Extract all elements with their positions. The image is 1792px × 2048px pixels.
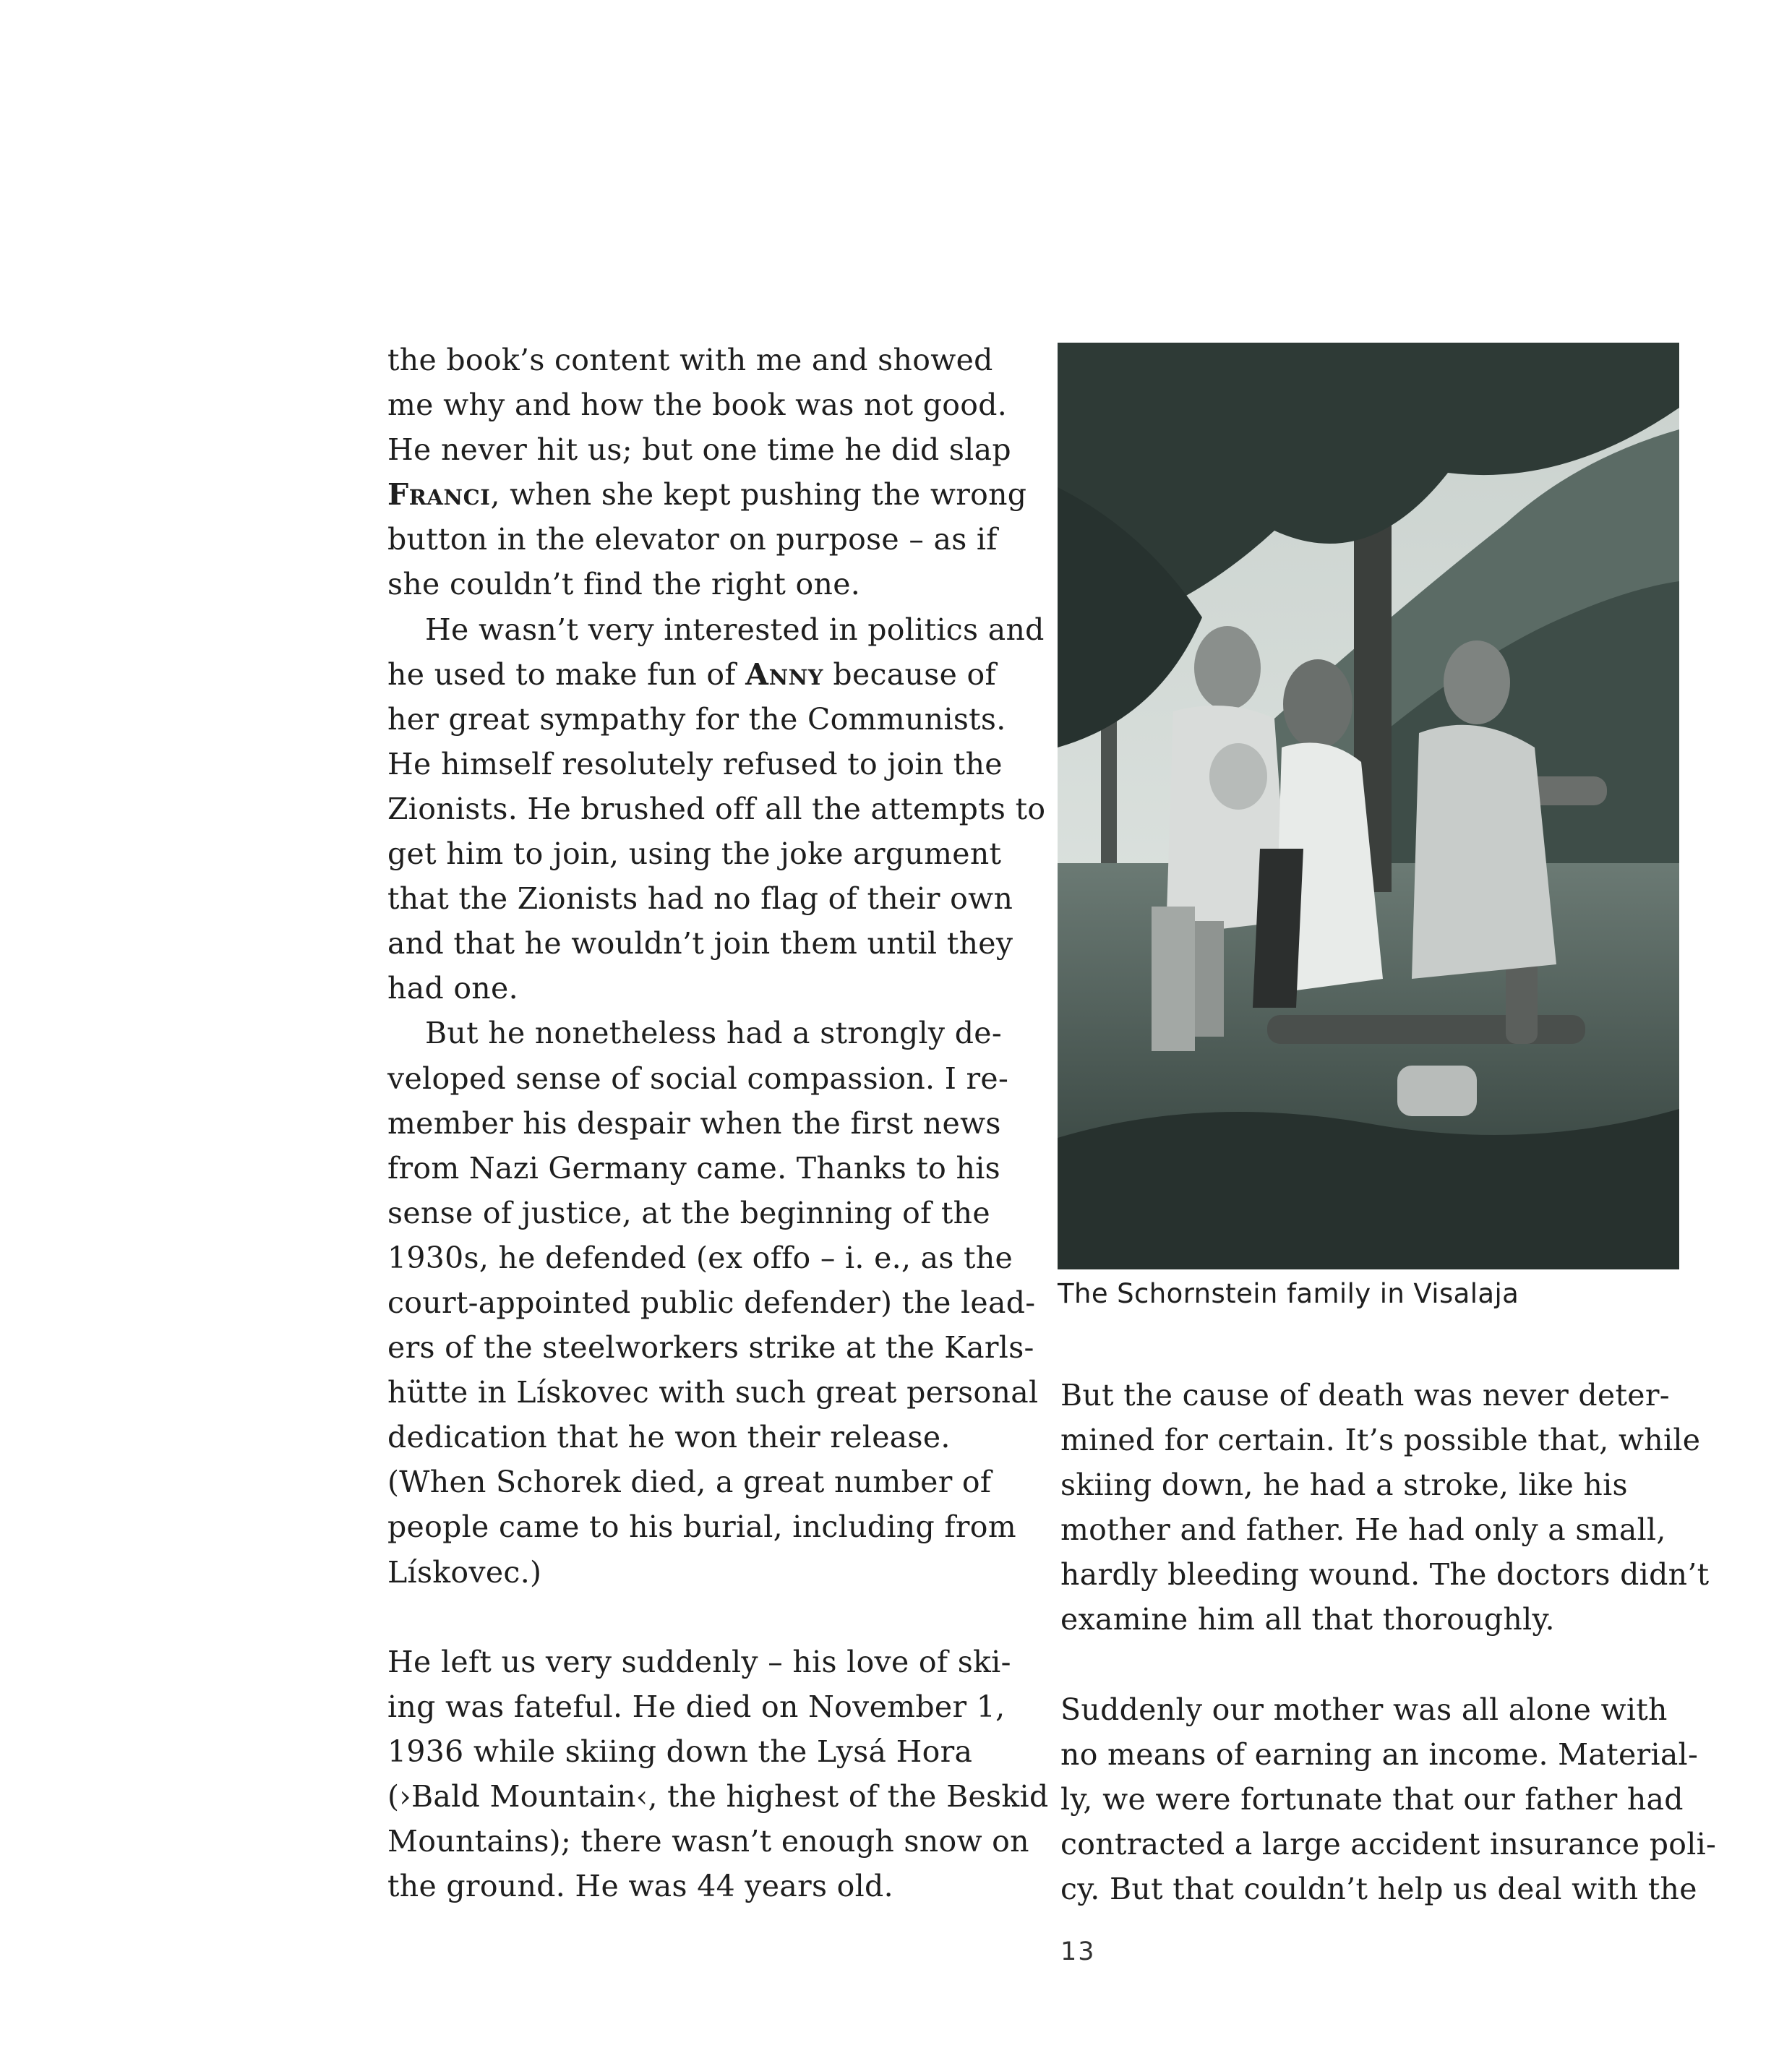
text-line: button in the elevator on purpose – as if bbox=[387, 522, 998, 557]
text-line: me why and how the book was not good. bbox=[387, 387, 1008, 423]
man-head bbox=[1194, 626, 1261, 710]
right-text-column bbox=[1060, 1373, 1717, 1911]
text-line: (When Schorek died, a great number of bbox=[387, 1465, 992, 1500]
family-photo-graphic bbox=[1058, 343, 1679, 1269]
text-line: from Nazi Germany came. Thanks to his bbox=[387, 1150, 1000, 1186]
paragraph bbox=[387, 1640, 1049, 1909]
text-line bbox=[387, 472, 1027, 517]
grass-foreground bbox=[1058, 1109, 1679, 1269]
text-line: Suddenly our mother was all alone with bbox=[1060, 1692, 1668, 1727]
photo-caption: The Schornstein family in Visalaja bbox=[1058, 1278, 1519, 1309]
text-line: He never hit us; but one time he did slap bbox=[387, 432, 1011, 468]
woman-dress bbox=[1412, 725, 1556, 979]
text-fragment: , when she kept pushing the wrong bbox=[490, 477, 1027, 513]
text-line: examine him all that thoroughly. bbox=[1060, 1602, 1555, 1637]
man-legs bbox=[1152, 907, 1195, 1051]
text-line: cy. But that couldn’t help us deal with the bbox=[1060, 1872, 1697, 1907]
text-line: court-appointed public defender) the lead- bbox=[387, 1285, 1036, 1320]
text-line: 1936 while skiing down the Lysá Hora bbox=[387, 1734, 973, 1769]
paragraph-gap bbox=[1060, 1642, 1697, 1687]
text-line: ing was fateful. He died on November 1, bbox=[387, 1689, 1006, 1724]
text-line: mined for certain. It’s possible that, while bbox=[1060, 1423, 1701, 1458]
family-photo bbox=[1058, 343, 1679, 1269]
text-line: mother and father. He had only a small, bbox=[1060, 1512, 1666, 1548]
woman-head bbox=[1444, 640, 1510, 724]
text-fragment: because of bbox=[823, 656, 996, 692]
text-line: contracted a large accident insurance poli- bbox=[1060, 1826, 1717, 1861]
text-line: the book’s content with me and showed bbox=[387, 343, 993, 377]
text-line: But he nonetheless had a strongly de- bbox=[425, 1016, 1002, 1051]
text-line: He left us very suddenly – his love of ski- bbox=[387, 1644, 1011, 1679]
text-line bbox=[387, 652, 1024, 697]
text-line: dedication that he won their release. bbox=[387, 1420, 951, 1455]
text-line: ers of the steelworkers strike at the Karls- bbox=[387, 1330, 1034, 1366]
text-line: no means of earning an income. Material- bbox=[1060, 1736, 1699, 1772]
text-line: the ground. He was 44 years old. bbox=[387, 1869, 893, 1904]
name-anny: Anny bbox=[745, 656, 824, 692]
tree-stump bbox=[1397, 1066, 1477, 1116]
paragraph bbox=[1060, 1687, 1717, 1911]
text-line: ly, we were fortunate that our father had bbox=[1060, 1781, 1684, 1817]
text-line: hütte in Lískovec with such great personal bbox=[387, 1375, 1039, 1410]
text-line: that the Zionists had no flag of their own bbox=[387, 881, 1013, 917]
text-line: 1930s, he defended (ex offo – i. e., as the bbox=[387, 1240, 1013, 1275]
text-line: hardly bleeding wound. The doctors didn’t bbox=[1060, 1557, 1710, 1593]
left-text-column bbox=[387, 338, 1049, 1908]
text-line: Zionists. He brushed off all the attempts to bbox=[387, 791, 1046, 826]
text-line: Mountains); there wasn’t enough snow on bbox=[387, 1824, 1029, 1859]
text-line: He himself resolutely refused to join the bbox=[387, 746, 1003, 781]
text-line: (›Bald Mountain‹, the highest of the Beskid bbox=[387, 1779, 1049, 1814]
small-child-head bbox=[1209, 743, 1267, 810]
text-line: get him to join, using the joke argument bbox=[387, 836, 1002, 872]
striped-jacket bbox=[1253, 849, 1303, 1008]
girl-head bbox=[1283, 659, 1352, 749]
text-line: she couldn’t find the right one. bbox=[387, 567, 861, 602]
text-line: had one. bbox=[387, 971, 518, 1006]
man-legs bbox=[1195, 921, 1224, 1037]
text-line: But the cause of death was never deter- bbox=[1060, 1378, 1670, 1413]
text-fragment: he used to make fun of bbox=[387, 656, 746, 692]
text-line: and that he wouldn’t join them until they bbox=[387, 926, 1013, 961]
text-line: sense of justice, at the beginning of the bbox=[387, 1195, 990, 1230]
name-franci: Franci bbox=[387, 477, 491, 513]
paragraph bbox=[387, 607, 1046, 1011]
paragraph bbox=[1060, 1373, 1710, 1642]
text-line: skiing down, he had a stroke, like his bbox=[1060, 1468, 1628, 1503]
paragraph bbox=[387, 1011, 1039, 1594]
paragraph-gap bbox=[387, 1595, 1024, 1640]
page-number: 13 bbox=[1060, 1937, 1096, 1966]
text-line: Lískovec.) bbox=[387, 1554, 542, 1590]
text-line: member his despair when the first news bbox=[387, 1105, 1001, 1141]
text-line: He wasn’t very interested in politics and bbox=[425, 612, 1045, 647]
text-line: her great sympathy for the Communists. bbox=[387, 701, 1006, 737]
paragraph bbox=[387, 338, 1027, 607]
text-line: people came to his burial, including from bbox=[387, 1509, 1016, 1545]
text-line: veloped sense of social compassion. I re- bbox=[387, 1061, 1009, 1096]
